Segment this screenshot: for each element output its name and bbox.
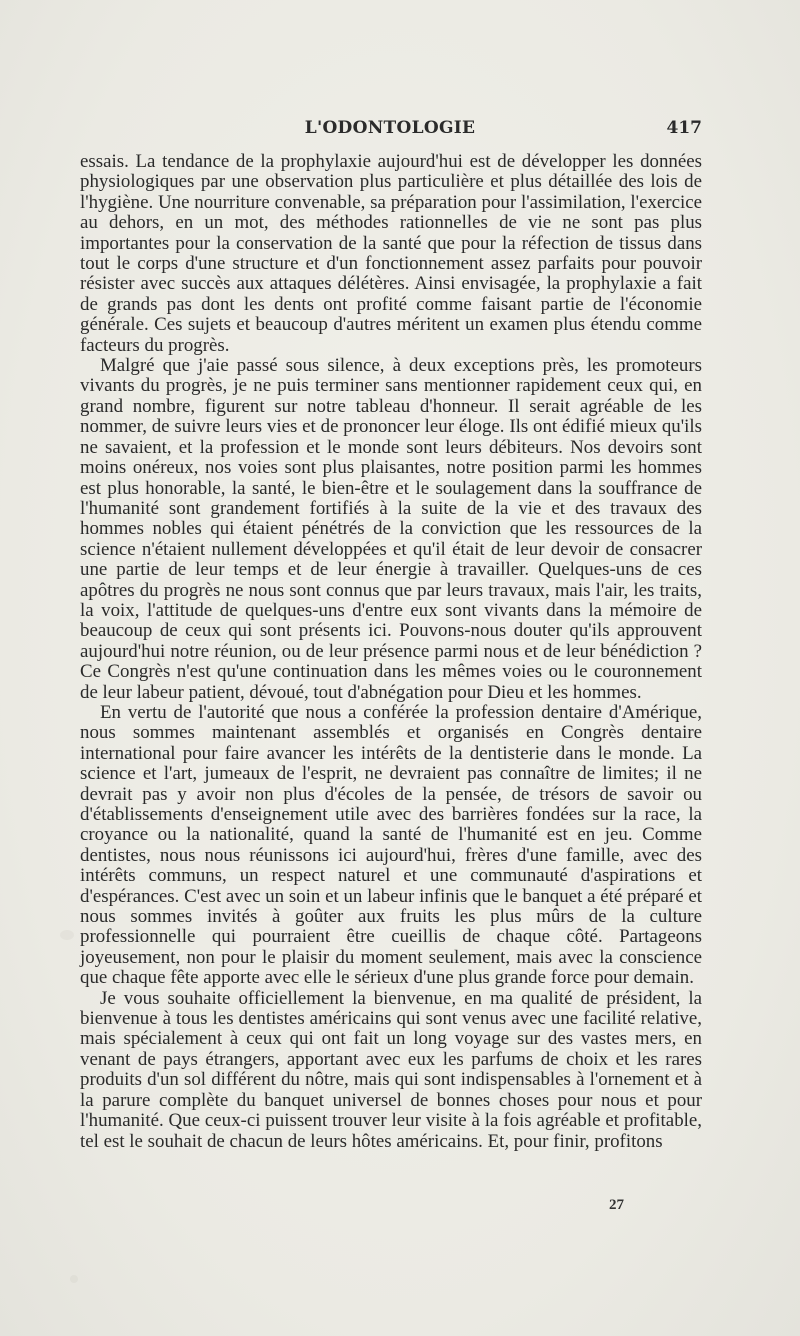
paper-spot bbox=[70, 1275, 78, 1283]
printer-signature-mark: 27 bbox=[609, 1197, 624, 1213]
page-number: 417 bbox=[666, 118, 702, 138]
paragraph: essais. La tendance de la prophylaxie aujourd'hui est de développer les données physiologiques par une observation plus particulière et plus détaillée des lois de l'hygiène. Une nourriture convenable, sa préparation pour l'assimilation, l'exercice au dehors, en un mot, des méthodes rationnelles de vie ne sont pas plus importantes pour la conservation de la santé que pour la réfection de tissus dans tout le corps d'une structure et d'un fonctionnement assez parfaits pour pouvoir résister avec succès aux attaques délétères. Ainsi envisagée, la prophylaxie a fait de grands pas dont les dents ont profité comme faisant partie de l'économie générale. Ces sujets et beaucoup d'autres méritent un examen plus étendu comme facteurs du progrès. bbox=[80, 151, 702, 356]
paragraph: En vertu de l'autorité que nous a conférée la profession dentaire d'Amérique, nous sommes maintenant assemblés et organisés en Congrès dentaire international pour faire avancer les intérêts de la dentisterie dans le monde. La science et l'art, jumeaux de l'esprit, ne devraient pas connaître de limites; il ne devrait pas y avoir non plus d'écoles de la pensée, de trésors de savoir ou d'établissements d'enseignement utile avec des barrières fondées sur la race, la croyance ou la nationalité, quand la santé de l'humanité est en jeu. Comme dentistes, nous nous réunissons ici aujourd'hui, frères d'une famille, avec des intérêts communs, un respect naturel et une communauté d'aspirations et d'espérances. C'est avec un soin et un labeur infinis que le banquet a été préparé et nous sommes invités à goûter aux fruits les plus mûrs de la culture professionnelle qui pourraient être cueillis de chaque côté. Partageons joyeusement, non pour le plaisir du moment seulement, mais avec la conscience que chaque fête apporte avec elle le sérieux d'une plus grande force pour demain. bbox=[80, 701, 702, 989]
running-title: L'ODONTOLOGIE bbox=[304, 118, 476, 138]
paragraph: Je vous souhaite officiellement la bienvenue, en ma qualité de président, la bienvenue à tous les dentistes américains qui sont venus avec une facilité relative, mais spécialement à ceux qui ont fait un long voyage sur des vastes mers, en venant de pays étrangers, apportant avec eux les parfums de choix et les rares produits d'un sol différent du nôtre, mais qui sont indispensables à l'ornement et à la parure complète du banquet universel de bonnes choses pour nous et pour l'humanité. Que ceux-ci puissent trouver leur visite à la fois agréable et profitable, tel est le souhait de chacun de leurs hôtes américains. Et, pour finir, profitons bbox=[80, 987, 702, 1152]
page-header bbox=[80, 118, 700, 142]
paragraph: Malgré que j'aie passé sous silence, à deux exceptions près, les promoteurs vivants du progrès, je ne puis terminer sans mentionner rapidement ceux qui, en grand nombre, figurent sur notre tableau d'honneur. Il serait agréable de les nommer, de suivre leurs vies et de prononcer leur éloge. Ils ont édifié mieux qu'ils ne savaient, et la profession et le monde sont leurs débiteurs. Nos devoirs sont moins onéreux, nos voies sont plus plaisantes, notre position parmi les hommes est plus honorable, la santé, le bien-être et le soulagement dans la souffrance de l'humanité sont grandement fortifiés à la suite de la vie et des travaux des hommes nobles qui étaient pénétrés de la conviction que les ressources de la science n'étaient nullement développées et qu'il était de leur devoir de consacrer une partie de leur temps et de leur énergie à travailler. Quelques-uns de ces apôtres du progrès ne nous sont connus que par leurs travaux, mais l'air, les traits, la voix, l'attitude de quelques-uns d'entre eux sont vivants dans la mémoire de beaucoup de ceux qui sont présents ici. Pouvons-nous douter qu'ils approuvent aujourd'hui notre réunion, ou de leur présence parmi nous et de leur bénédiction ? Ce Congrès n'est qu'une continuation dans les mêmes voies ou le couronnement de leur labeur patient, dévoué, tout d'abnégation pour Dieu et les hommes. bbox=[80, 355, 702, 703]
body-text bbox=[80, 152, 702, 1152]
paper-spot bbox=[60, 930, 74, 940]
